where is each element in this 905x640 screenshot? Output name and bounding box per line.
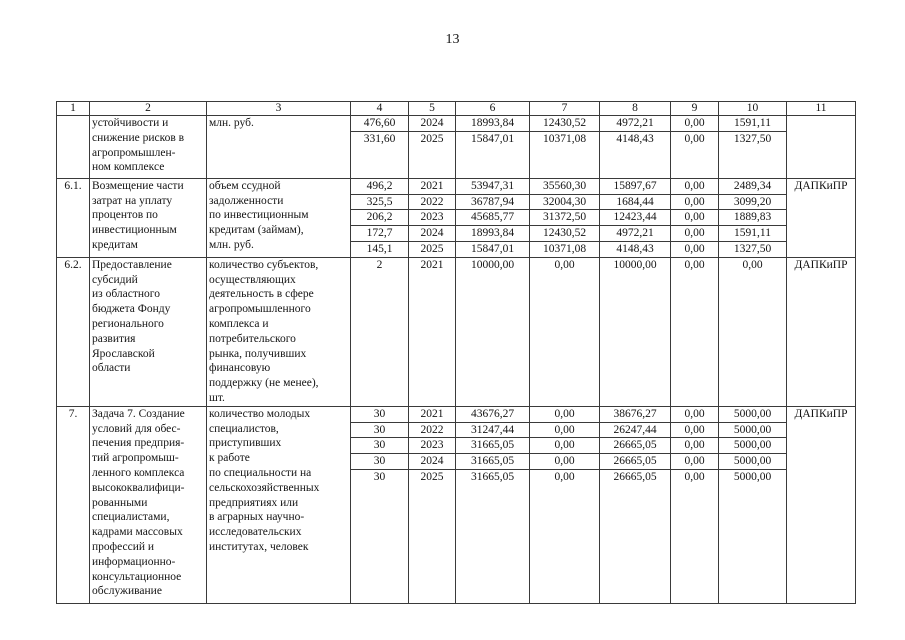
regional-funds: 4148,43 (600, 241, 671, 257)
regional-funds: 15897,67 (600, 178, 671, 194)
item-number: 7. (57, 406, 90, 603)
item-name-line: профессий и (92, 540, 155, 553)
total-funding: 10000,00 (456, 257, 530, 406)
item-name-line: печения предприя- (92, 437, 185, 450)
total-funding: 18993,84 (456, 116, 530, 132)
column-header-row (57, 102, 856, 116)
indicator-value: 331,60 (351, 131, 409, 178)
indicator-name (207, 406, 351, 603)
column-header: 1 (57, 102, 90, 116)
total-funding: 43676,27 (456, 406, 530, 422)
regional-funds: 26665,05 (600, 438, 671, 454)
local-funds: 0,00 (671, 210, 719, 226)
column-header: 8 (600, 102, 671, 116)
extrabudgetary-funds: 1889,83 (719, 210, 787, 226)
local-funds: 0,00 (671, 406, 719, 422)
local-funds: 0,00 (671, 438, 719, 454)
indicator-name-line: комплекса и (209, 317, 269, 330)
indicator-name-line: агропромышленного (209, 303, 311, 316)
local-funds: 0,00 (671, 454, 719, 470)
federal-funds: 32004,30 (530, 194, 600, 210)
regional-funds: 4148,43 (600, 131, 671, 178)
indicator-name-line: по инвестиционным (209, 209, 309, 222)
extrabudgetary-funds: 5000,00 (719, 469, 787, 603)
total-funding: 15847,01 (456, 131, 530, 178)
item-name-line: Возмещение части (92, 179, 184, 192)
item-name-line: условий для обес- (92, 422, 181, 435)
year: 2025 (409, 131, 456, 178)
year: 2022 (409, 422, 456, 438)
total-funding: 31247,44 (456, 422, 530, 438)
item-name-line: инвестиционным (92, 224, 177, 237)
item-number: 6.1. (57, 178, 90, 257)
federal-funds: 0,00 (530, 469, 600, 603)
indicator-name-line: финансовую (209, 362, 271, 375)
column-header: 2 (90, 102, 207, 116)
indicator-name-line: потребительского (209, 332, 296, 345)
regional-funds: 4972,21 (600, 226, 671, 242)
extrabudgetary-funds: 5000,00 (719, 422, 787, 438)
total-funding: 36787,94 (456, 194, 530, 210)
item-name-line: затрат на уплату (92, 194, 173, 207)
executor: ДАПКиПР (787, 257, 856, 406)
item-name-line: области (92, 362, 131, 375)
item-name-line: из областного (92, 288, 160, 301)
column-header: 7 (530, 102, 600, 116)
indicator-value: 2 (351, 257, 409, 406)
item-name-line: Ярославской (92, 347, 155, 360)
item-name-line: рованными (92, 496, 148, 509)
federal-funds: 0,00 (530, 454, 600, 470)
extrabudgetary-funds: 1327,50 (719, 131, 787, 178)
item-name-line: агропромышлен- (92, 146, 176, 159)
column-header: 6 (456, 102, 530, 116)
item-name-line: Предоставление (92, 258, 172, 271)
item-name-line: тий агропромыш- (92, 452, 179, 465)
extrabudgetary-funds: 5000,00 (719, 438, 787, 454)
indicator-name-line: сельскохозяйственных (209, 481, 320, 494)
federal-funds: 12430,52 (530, 226, 600, 242)
executor: ДАПКиПР (787, 406, 856, 603)
year: 2023 (409, 438, 456, 454)
column-header: 10 (719, 102, 787, 116)
indicator-value: 30 (351, 406, 409, 422)
indicator-name (207, 257, 351, 406)
extrabudgetary-funds: 1591,11 (719, 116, 787, 132)
indicator-name-line: поддержку (не менее), (209, 377, 319, 390)
table-row (57, 257, 856, 406)
total-funding: 53947,31 (456, 178, 530, 194)
indicator-value: 30 (351, 454, 409, 470)
indicator-name (207, 178, 351, 257)
total-funding: 15847,01 (456, 241, 530, 257)
year: 2025 (409, 469, 456, 603)
column-header: 4 (351, 102, 409, 116)
indicator-name (207, 116, 351, 179)
column-header: 5 (409, 102, 456, 116)
regional-funds: 26247,44 (600, 422, 671, 438)
indicator-name-line: объем ссудной (209, 179, 281, 192)
column-header: 3 (207, 102, 351, 116)
indicator-name-line: в аграрных научно- (209, 511, 305, 524)
item-name-line: бюджета Фонду (92, 303, 171, 316)
regional-funds: 4972,21 (600, 116, 671, 132)
total-funding: 31665,05 (456, 438, 530, 454)
indicator-name-line: рынка, получивших (209, 347, 307, 360)
table-row (57, 178, 856, 194)
item-name-line: регионального (92, 317, 164, 330)
program-table (56, 101, 856, 604)
total-funding: 45685,77 (456, 210, 530, 226)
indicator-name-line: шт. (209, 391, 225, 404)
indicator-name-line: кредитам (займам), (209, 224, 304, 237)
year: 2022 (409, 194, 456, 210)
item-name-line: информационно- (92, 555, 176, 568)
table-row (57, 406, 856, 422)
item-name (90, 257, 207, 406)
item-name-line: субсидий (92, 273, 138, 286)
federal-funds: 31372,50 (530, 210, 600, 226)
extrabudgetary-funds: 2489,34 (719, 178, 787, 194)
year: 2024 (409, 116, 456, 132)
indicator-name-line: исследовательских (209, 526, 302, 539)
federal-funds: 0,00 (530, 422, 600, 438)
indicator-value: 30 (351, 469, 409, 603)
extrabudgetary-funds: 5000,00 (719, 454, 787, 470)
item-number: 6.2. (57, 257, 90, 406)
extrabudgetary-funds: 5000,00 (719, 406, 787, 422)
item-name-line: устойчивости и (92, 117, 169, 129)
regional-funds: 12423,44 (600, 210, 671, 226)
indicator-name-line: приступивших (209, 437, 282, 450)
indicator-value: 30 (351, 438, 409, 454)
indicator-value: 145,1 (351, 241, 409, 257)
local-funds: 0,00 (671, 178, 719, 194)
indicator-name-line: задолженности (209, 194, 284, 207)
column-header: 11 (787, 102, 856, 116)
item-name (90, 406, 207, 603)
indicator-name-line: деятельность в сфере (209, 288, 314, 301)
federal-funds: 12430,52 (530, 116, 600, 132)
total-funding: 31665,05 (456, 454, 530, 470)
indicator-value: 476,60 (351, 116, 409, 132)
indicator-name-line: количество молодых (209, 407, 311, 420)
regional-funds: 10000,00 (600, 257, 671, 406)
item-name (90, 116, 207, 179)
item-name-line: специалистами, (92, 511, 170, 524)
federal-funds: 0,00 (530, 406, 600, 422)
local-funds: 0,00 (671, 116, 719, 132)
year: 2021 (409, 406, 456, 422)
indicator-name-line: предприятиях или (209, 496, 299, 509)
regional-funds: 38676,27 (600, 406, 671, 422)
regional-funds: 26665,05 (600, 469, 671, 603)
indicator-value: 496,2 (351, 178, 409, 194)
year: 2021 (409, 178, 456, 194)
item-name-line: консультационное (92, 570, 182, 583)
indicator-name-line: специалистов, (209, 422, 279, 435)
year: 2025 (409, 241, 456, 257)
item-name (90, 178, 207, 257)
column-header: 9 (671, 102, 719, 116)
federal-funds: 35560,30 (530, 178, 600, 194)
extrabudgetary-funds: 0,00 (719, 257, 787, 406)
indicator-value: 206,2 (351, 210, 409, 226)
local-funds: 0,00 (671, 194, 719, 210)
federal-funds: 10371,08 (530, 131, 600, 178)
regional-funds: 1684,44 (600, 194, 671, 210)
local-funds: 0,00 (671, 257, 719, 406)
indicator-name-line: к работе (209, 452, 250, 465)
item-name-line: Задача 7. Создание (92, 407, 185, 420)
indicator-name-line: осуществляющих (209, 273, 296, 286)
extrabudgetary-funds: 3099,20 (719, 194, 787, 210)
item-name-line: обслуживание (92, 585, 162, 598)
local-funds: 0,00 (671, 226, 719, 242)
regional-funds: 26665,05 (600, 454, 671, 470)
federal-funds: 0,00 (530, 438, 600, 454)
item-name-line: снижение рисков в (92, 131, 185, 144)
federal-funds: 10371,08 (530, 241, 600, 257)
year: 2021 (409, 257, 456, 406)
indicator-value: 172,7 (351, 226, 409, 242)
federal-funds: 0,00 (530, 257, 600, 406)
local-funds: 0,00 (671, 131, 719, 178)
item-name-line: высококвалифици- (92, 481, 185, 494)
extrabudgetary-funds: 1327,50 (719, 241, 787, 257)
indicator-name-line: млн. руб. (209, 238, 254, 251)
item-name-line: ном комплексе (92, 161, 165, 174)
indicator-name-line: институтах, человек (209, 540, 309, 553)
total-funding: 18993,84 (456, 226, 530, 242)
item-name-line: кадрами массовых (92, 526, 183, 539)
page-number: 13 (445, 32, 460, 47)
indicator-name-line: по специальности на (209, 466, 312, 479)
year: 2023 (409, 210, 456, 226)
extrabudgetary-funds: 1591,11 (719, 226, 787, 242)
executor (787, 116, 856, 179)
total-funding: 31665,05 (456, 469, 530, 603)
executor: ДАПКиПР (787, 178, 856, 257)
table-row (57, 116, 856, 132)
indicator-name-line: млн. руб. (209, 117, 254, 129)
item-name-line: ленного комплекса (92, 466, 185, 479)
item-name-line: процентов по (92, 209, 158, 222)
local-funds: 0,00 (671, 469, 719, 603)
item-number (57, 116, 90, 179)
year: 2024 (409, 454, 456, 470)
year: 2024 (409, 226, 456, 242)
indicator-name-line: количество субъектов, (209, 258, 319, 271)
item-name-line: кредитам (92, 238, 138, 251)
item-name-line: развития (92, 332, 136, 345)
local-funds: 0,00 (671, 422, 719, 438)
indicator-value: 30 (351, 422, 409, 438)
local-funds: 0,00 (671, 241, 719, 257)
indicator-value: 325,5 (351, 194, 409, 210)
